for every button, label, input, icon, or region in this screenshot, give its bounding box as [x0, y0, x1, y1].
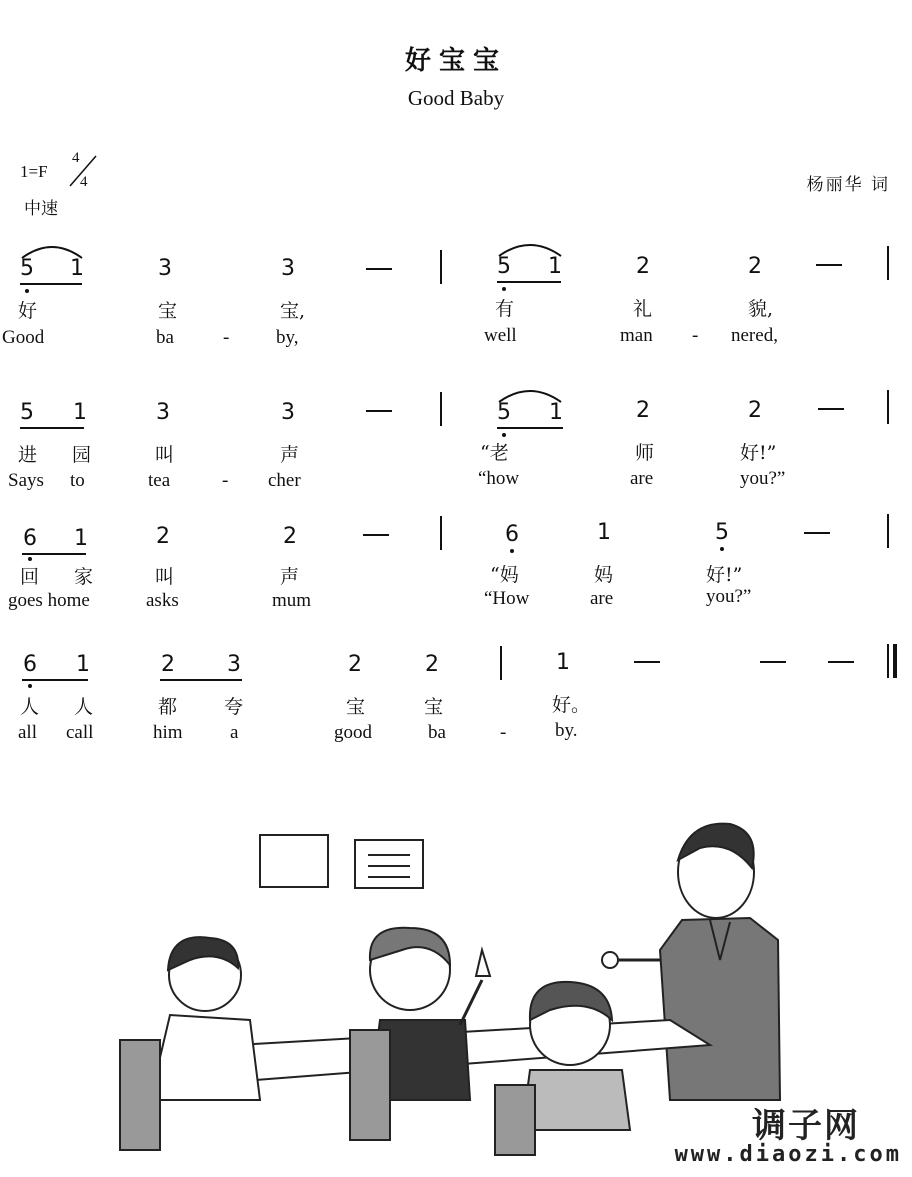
lyric-cn: 好!” [706, 564, 743, 586]
hold-dash [634, 661, 660, 663]
eighth-underline [22, 679, 88, 681]
lyric-cn: 进 [18, 444, 38, 466]
lyric-en: ba [428, 722, 446, 743]
note: 2 [748, 254, 762, 279]
note: 1 [70, 256, 84, 281]
bar-line [887, 246, 889, 280]
note: 1 [548, 254, 562, 279]
teacher-figure [602, 824, 780, 1100]
lyric-cn: 人 [20, 696, 40, 718]
lyric-en: asks [146, 590, 179, 611]
bar-line [887, 514, 889, 548]
lyric-en: Good [2, 327, 45, 348]
lyric-en: to [70, 470, 85, 491]
low-octave-dot [502, 433, 506, 437]
lyric-en: - [500, 722, 507, 743]
lyric-cn: 礼 [633, 298, 653, 320]
note: 3 [281, 400, 295, 425]
lyric-cn: 叫 [155, 566, 175, 588]
bar-line [500, 646, 502, 680]
song-title-chinese: 好宝宝 [404, 46, 507, 76]
lyric-cn: 都 [158, 696, 178, 718]
lyric-cn: 宝 [158, 300, 178, 322]
lyric-en: you?” [740, 468, 786, 489]
lyric-en: a [230, 722, 239, 743]
lyric-en: “how [478, 468, 520, 489]
eighth-underline [497, 281, 561, 283]
note: 6 [23, 526, 37, 551]
classroom-illustration [110, 800, 790, 1165]
lyric-en: by. [555, 720, 578, 741]
note: 1 [74, 526, 88, 551]
lyric-en: are [590, 588, 614, 609]
hold-dash [804, 532, 830, 534]
tempo-marking: 中速 [24, 199, 58, 219]
lyric-en: tea [148, 470, 171, 491]
lyricist-credit: 杨丽华 词 [806, 175, 890, 195]
note: 5 [497, 254, 511, 279]
note: 2 [636, 398, 650, 423]
hold-dash [363, 534, 389, 536]
lyric-cn: 好!” [740, 442, 777, 464]
watermark-url: www.diaozi.com [674, 1142, 902, 1167]
final-bar-thick [893, 644, 897, 678]
lyric-en: all [18, 722, 37, 743]
lyric-en: good [334, 722, 372, 743]
lyric-en: ba [156, 327, 174, 348]
note: 2 [425, 652, 439, 677]
note: 6 [23, 652, 37, 677]
wall-list-poster [355, 840, 423, 888]
lyric-en: well [484, 325, 517, 346]
lyric-en: him [153, 722, 183, 743]
lyric-cn: 好。 [552, 694, 591, 716]
low-octave-dot [502, 287, 506, 291]
final-bar-thin [887, 644, 889, 678]
lyric-en: are [630, 468, 654, 489]
low-octave-dot [28, 684, 32, 688]
girl-student [495, 982, 630, 1155]
lyric-cn: 宝 [346, 696, 366, 718]
eighth-underline [497, 427, 563, 429]
note: 2 [283, 524, 297, 549]
hold-dash [816, 264, 842, 266]
lyric-cn: “老 [480, 442, 509, 464]
note: 5 [715, 520, 729, 545]
meter-bottom: 4 [80, 174, 88, 190]
note: 5 [20, 400, 34, 425]
lyric-en: cher [268, 470, 301, 491]
note: 3 [158, 256, 172, 281]
lyric-cn: 声 [280, 566, 300, 588]
key-signature: 1=F [20, 162, 48, 181]
note: 1 [556, 650, 570, 675]
lyric-cn: 人 [74, 696, 94, 718]
note: 2 [748, 398, 762, 423]
lyric-cn: “妈 [490, 564, 519, 586]
watermark-site-name: 调子网 [752, 1106, 860, 1146]
lyric-cn: 园 [72, 444, 92, 466]
lyric-cn: 有 [495, 298, 515, 320]
song-title-english: Good Baby [407, 86, 505, 110]
lyric-en: Says [8, 470, 44, 491]
lyric-en: - [223, 327, 230, 348]
low-octave-dot [510, 549, 514, 553]
note: 6 [505, 522, 519, 547]
hold-dash [818, 408, 844, 410]
eighth-underline [22, 553, 86, 555]
lyric-cn: 宝 [424, 696, 444, 718]
note: 3 [281, 256, 295, 281]
wall-picture-poster [260, 835, 328, 887]
lyric-en: man [620, 325, 653, 346]
lyric-cn: 夸 [224, 696, 244, 718]
lyric-cn: 貌, [748, 298, 774, 320]
note: 3 [227, 652, 241, 677]
eighth-underline [20, 283, 82, 285]
low-octave-dot [720, 547, 724, 551]
boy-student-left [120, 937, 260, 1150]
lyric-en: “How [484, 588, 530, 609]
meter-top: 4 [72, 150, 80, 166]
lyric-en: call [66, 722, 94, 743]
lyric-en: - [222, 470, 229, 491]
lyric-cn: 好 [18, 300, 38, 322]
note: 2 [348, 652, 362, 677]
lyric-cn: 师 [635, 442, 655, 464]
lyric-en: goes home [8, 590, 90, 611]
note: 5 [20, 256, 34, 281]
note: 1 [76, 652, 90, 677]
bar-line [887, 390, 889, 424]
note: 2 [636, 254, 650, 279]
low-octave-dot [25, 289, 29, 293]
note: 2 [156, 524, 170, 549]
lyric-cn: 声 [280, 444, 300, 466]
lyric-en: - [692, 325, 699, 346]
lyric-en: by, [276, 327, 299, 348]
time-signature [66, 150, 100, 198]
note: 2 [161, 652, 175, 677]
lyric-cn: 家 [74, 566, 94, 588]
note: 1 [597, 520, 611, 545]
note: 1 [549, 400, 563, 425]
hold-dash [760, 661, 786, 663]
lyric-en: nered, [731, 325, 778, 346]
hold-dash [366, 410, 392, 412]
note: 3 [156, 400, 170, 425]
lyric-en: you?” [706, 586, 752, 607]
hold-dash [366, 268, 392, 270]
bar-line [440, 250, 442, 284]
bar-line [440, 516, 442, 550]
lyric-cn: 叫 [155, 444, 175, 466]
eighth-underline [20, 427, 84, 429]
bar-line [440, 392, 442, 426]
lyric-cn: 宝, [280, 300, 306, 322]
eighth-underline [160, 679, 242, 681]
low-octave-dot [28, 557, 32, 561]
note: 5 [497, 400, 511, 425]
hold-dash [828, 661, 854, 663]
lyric-cn: 回 [20, 566, 40, 588]
note: 1 [73, 400, 87, 425]
lyric-en: mum [272, 590, 312, 611]
lyric-cn: 妈 [594, 564, 614, 586]
